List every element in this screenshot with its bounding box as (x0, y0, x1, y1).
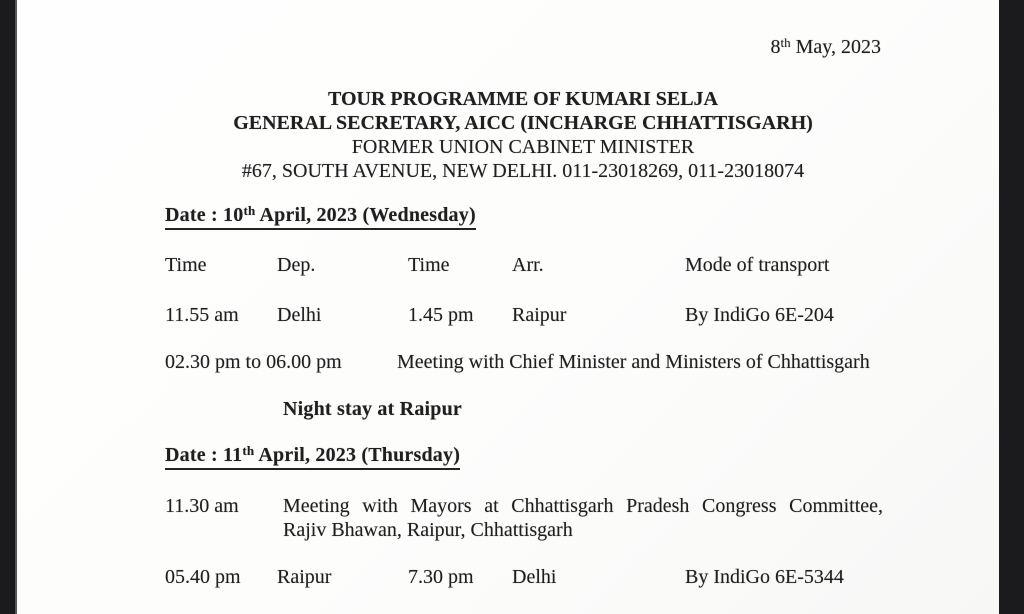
day2-date-heading (165, 443, 460, 470)
day1-flight-mode: By IndiGo 6E-204 (685, 304, 834, 326)
day2-date-rest: April, 2023 (Thursday) (254, 444, 461, 466)
day2-flight-arr: Delhi (512, 566, 557, 588)
day1-flight-time-dep: 11.55 am (165, 304, 239, 326)
day2-date-ordinal: th (242, 443, 255, 458)
day1-flight-row (165, 303, 881, 327)
letterhead-title: TOUR PROGRAMME OF KUMARI SELJA (328, 88, 718, 110)
letterhead-address: #67, SOUTH AVENUE, NEW DELHI. 011-23018269, 011-23018074 (241, 160, 805, 182)
document-page (17, 0, 999, 614)
day2-date-prefix: Date : 11 (165, 444, 243, 466)
day1-table-header-row (165, 253, 881, 277)
day2-flight-mode: By IndiGo 6E-5344 (685, 566, 844, 588)
day1-date-heading (165, 203, 476, 230)
left-edge-bar (0, 0, 17, 614)
day1-meeting-time: 02.30 pm to 06.00 pm (165, 351, 342, 373)
day2-meeting-time: 11.30 am (165, 495, 239, 517)
day1-meeting-desc: Meeting with Chief Minister and Ministers of Chhattisgarh (397, 351, 870, 373)
day1-date-heading-text (165, 203, 476, 230)
day1-date-prefix: Date : 10 (165, 204, 244, 226)
day1-flight-time-arr: 1.45 pm (408, 304, 474, 326)
day2-flight-row (165, 565, 881, 589)
day1-night-stay-note: Night stay at Raipur (283, 398, 463, 420)
day2-flight-time-arr: 7.30 pm (408, 566, 474, 588)
col-header-time-arr: Time (408, 254, 450, 276)
day2-meeting-desc-line2: Rajiv Bhawan, Raipur, Chhattisgarh (283, 519, 573, 541)
col-header-dep: Dep. (277, 254, 316, 276)
day2-flight-dep: Raipur (277, 566, 332, 588)
col-header-arr: Arr. (512, 254, 544, 276)
day2-flight-time-dep: 05.40 pm (165, 566, 241, 588)
right-edge-bar (999, 0, 1024, 614)
day2-date-heading-text (165, 443, 460, 470)
day2-meeting-row (165, 494, 901, 542)
day1-flight-arr: Raipur (512, 304, 567, 326)
issued-date-rest: May, 2023 (790, 36, 881, 58)
letterhead-subtitle: GENERAL SECRETARY, AICC (INCHARGE CHHATTISGARH) (233, 112, 813, 134)
letterhead-designation: FORMER UNION CABINET MINISTER (351, 136, 695, 158)
col-header-mode: Mode of transport (685, 254, 830, 276)
day1-date-ordinal: th (243, 203, 256, 218)
day2-meeting-desc (283, 494, 883, 542)
day1-meeting-row (165, 350, 901, 374)
issued-date-ordinal: th (780, 35, 791, 50)
issued-date (165, 35, 881, 59)
letterhead (165, 87, 881, 183)
col-header-time-dep: Time (165, 254, 207, 276)
day1-date-rest: April, 2023 (Wednesday) (255, 204, 476, 226)
issued-date-day: 8 (770, 36, 781, 58)
day2-meeting-desc-line1: Meeting with Mayors at Chhattisgarh Pradesh Congress Committee, (283, 495, 883, 517)
day1-flight-dep: Delhi (277, 304, 322, 326)
